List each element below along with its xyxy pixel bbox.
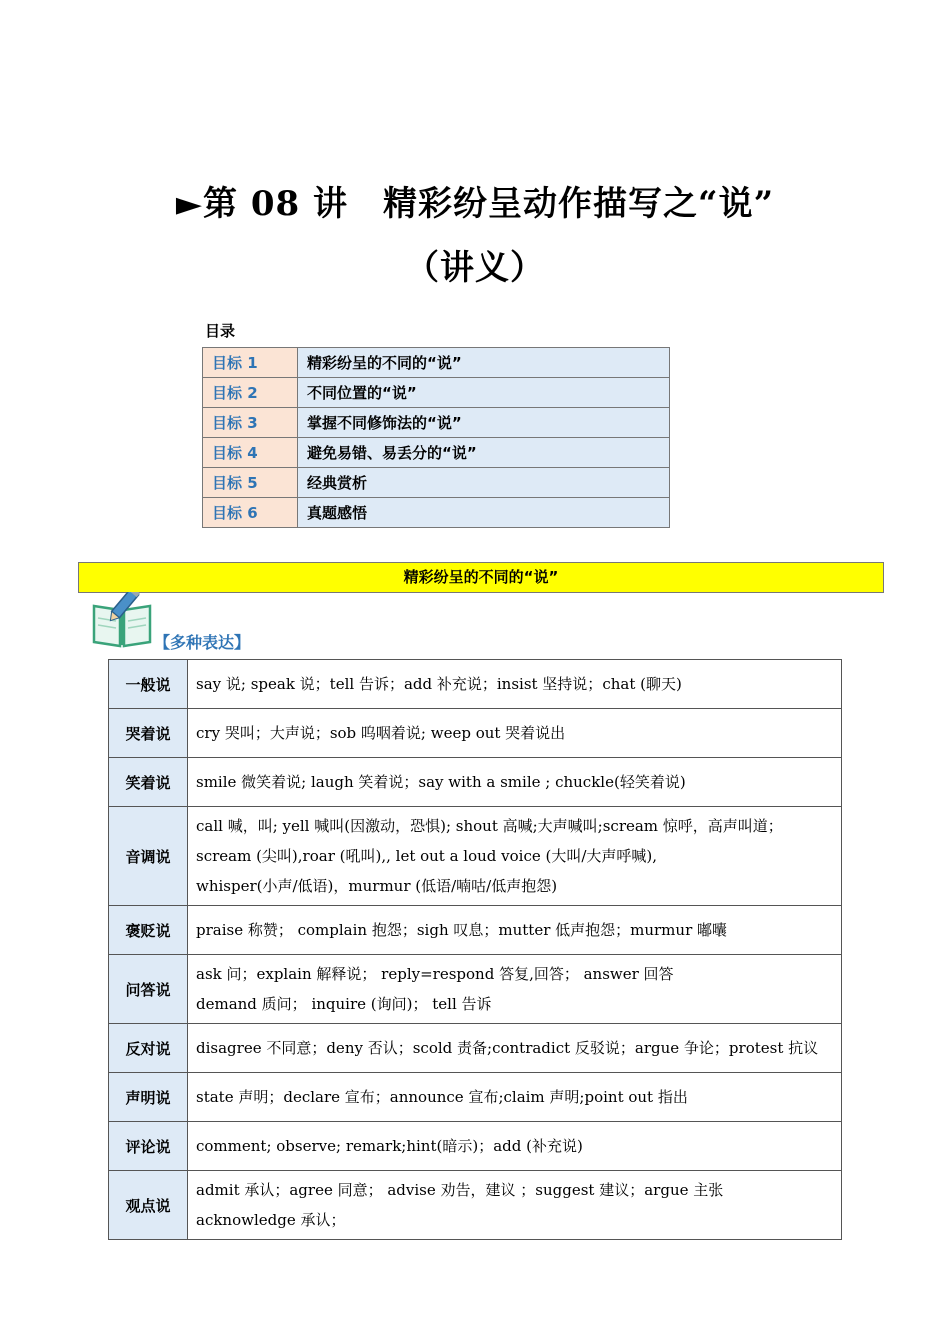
toc-row [203,498,670,528]
toc-goal: 目标 2 [203,378,298,408]
vocab-words [188,709,842,758]
vocab-row [109,955,842,1024]
vocab-category: 反对说 [109,1024,188,1073]
vocab-row [109,709,842,758]
section-label: 【多种表达】 [154,633,251,652]
vocab-row [109,660,842,709]
vocab-line: scream (尖叫),roar (吼叫),, let out a loud voice (大叫/大声呼喊), [196,847,658,865]
vocab-row [109,1171,842,1240]
vocab-row [109,906,842,955]
toc-row [203,378,670,408]
toc-label: 目录 [205,322,236,340]
vocab-category: 笑着说 [109,758,188,807]
toc-goal: 目标 4 [203,438,298,468]
vocab-line: praise 称赞； complain 抱怨；sigh 叹息；mutter 低声抱怨；murmur 嘟囔 [196,921,728,939]
book-pencil-icon [90,592,154,648]
vocab-line: acknowledge 承认； [196,1211,346,1229]
vocab-line: smile 微笑着说; laugh 笑着说；say with a smile ; chuckle(轻笑着说) [196,773,686,791]
vocab-words [188,758,842,807]
vocab-words [188,807,842,906]
vocab-line: state 声明；declare 宣布；announce 宣布;claim 声明;point out 指出 [196,1088,688,1106]
vocab-line: say 说; speak 说；tell 告诉；add 补充说；insist 坚持说；chat (聊天) [196,675,682,693]
vocab-words [188,1024,842,1073]
vocab-words [188,1122,842,1171]
vocab-words [188,906,842,955]
toc-topic: 掌握不同修饰法的“说” [298,408,670,438]
toc-topic: 真题感悟 [298,498,670,528]
vocab-row [109,1122,842,1171]
page-title: ►第 08 讲 精彩纷呈动作描写之“说” [175,184,775,224]
vocab-table [108,659,842,1240]
toc-table [202,347,670,528]
toc-row [203,438,670,468]
vocab-category: 问答说 [109,955,188,1024]
toc-topic: 不同位置的“说” [298,378,670,408]
toc-row [203,468,670,498]
section-banner: 精彩纷呈的不同的“说” [78,562,884,593]
vocab-category: 褒贬说 [109,906,188,955]
toc-topic: 避免易错、易丢分的“说” [298,438,670,468]
toc-topic: 精彩纷呈的不同的“说” [298,348,670,378]
vocab-line: call 喊，叫; yell 喊叫(因激动，恐惧); shout 高喊;大声喊叫;scream 惊呼，高声叫道； [196,817,783,835]
vocab-words [188,660,842,709]
toc-goal: 目标 3 [203,408,298,438]
vocab-line: ask 问；explain 解释说； reply=respond 答复,回答； answer 回答 [196,965,674,983]
toc-row [203,348,670,378]
vocab-line: cry 哭叫；大声说；sob 呜咽着说; weep out 哭着说出 [196,724,566,742]
vocab-line: comment; observe; remark;hint(暗示)；add (补充说) [196,1137,583,1155]
vocab-words [188,955,842,1024]
toc-goal: 目标 1 [203,348,298,378]
toc-goal: 目标 6 [203,498,298,528]
vocab-category: 一般说 [109,660,188,709]
vocab-row [109,1073,842,1122]
vocab-line: disagree 不同意；deny 否认；scold 责备;contradict 反驳说；argue 争论；protest 抗议 [196,1039,819,1057]
vocab-line: demand 质问； inquire (询问)； tell 告诉 [196,995,492,1013]
vocab-words [188,1073,842,1122]
vocab-row [109,1024,842,1073]
vocab-row [109,758,842,807]
toc-topic: 经典赏析 [298,468,670,498]
vocab-words [188,1171,842,1240]
vocab-category: 评论说 [109,1122,188,1171]
vocab-category: 观点说 [109,1171,188,1240]
page-subtitle: （讲义） [405,248,545,288]
vocab-category: 哭着说 [109,709,188,758]
vocab-row [109,807,842,906]
vocab-category: 音调说 [109,807,188,906]
toc-goal: 目标 5 [203,468,298,498]
vocab-line: whisper(小声/低语)，murmur (低语/喃咕/低声抱怨) [196,877,558,895]
vocab-category: 声明说 [109,1073,188,1122]
vocab-line: admit 承认；agree 同意； advise 劝告，建议 ；suggest 建议；argue 主张 [196,1181,724,1199]
toc-row [203,408,670,438]
